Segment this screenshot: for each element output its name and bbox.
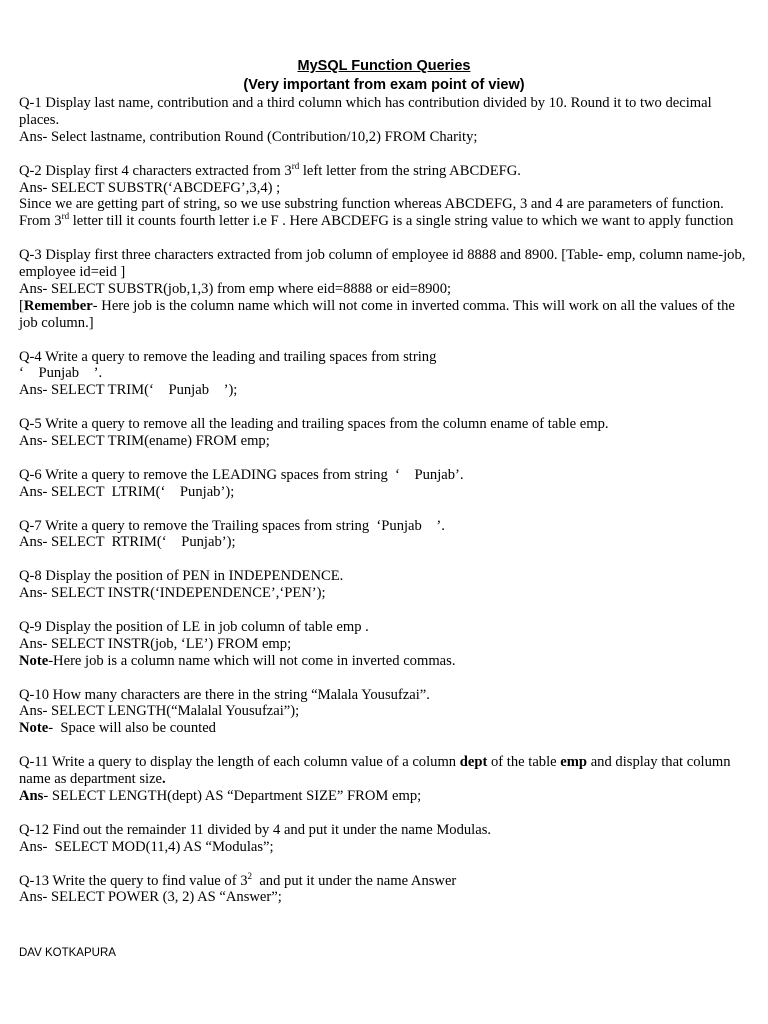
q11-question bbox=[19, 754, 749, 788]
q2-question-sup: rd bbox=[291, 160, 300, 171]
q11-answer bbox=[19, 788, 749, 805]
q11-answer-bold: Ans bbox=[19, 788, 44, 804]
page-title: MySQL Function Queries bbox=[297, 58, 471, 74]
q10-answer: Ans- SELECT LENGTH(“Malalal Yousufzai”); bbox=[19, 703, 300, 720]
q13-answer: Ans- SELECT POWER (3, 2) AS “Answer”; bbox=[19, 889, 282, 906]
q11-answer-text: - SELECT LENGTH(dept) AS “Department SIZE” FROM emp; bbox=[43, 788, 422, 804]
q12-answer: Ans- SELECT MOD(11,4) AS “Modulas”; bbox=[19, 838, 274, 855]
q9-note-bold: Note bbox=[19, 652, 49, 669]
q13-question bbox=[19, 870, 749, 890]
footer-text: DAV KOTKAPURA bbox=[19, 947, 116, 959]
q2-note-sup: rd bbox=[61, 211, 70, 222]
q3-note-open: [ bbox=[19, 297, 24, 314]
q2-question bbox=[19, 160, 749, 180]
q4-question: Q-4 Write a query to remove the leading and trailing spaces from string bbox=[19, 348, 437, 365]
q11-question-pre: Q-11 Write a query to display the length of each column value of a column bbox=[19, 754, 460, 771]
q3-note-bold: Remember bbox=[23, 297, 93, 314]
q2-note bbox=[19, 196, 749, 230]
q11-question-mid: of the table bbox=[487, 754, 561, 771]
q7-question: Q-7 Write a query to remove the Trailing spaces from string ‘Punjab ’. bbox=[19, 517, 445, 534]
q11-question-end: . bbox=[162, 771, 166, 788]
q1-answer: Ans- Select lastname, contribution Round (Contribution/10,2) FROM Charity; bbox=[19, 128, 478, 145]
q10-note bbox=[19, 720, 749, 737]
q2-note-pre: Since we are getting part of string, so we use substring function whereas ABCDEFG, 3 and 4 are parameters of function. From 3 bbox=[19, 196, 724, 230]
q2-answer: Ans- SELECT SUBSTR(‘ABCDEFG’,3,4) ; bbox=[19, 179, 281, 196]
q9-note-text: -Here job is a column name which will not come in inverted commas. bbox=[48, 652, 456, 669]
q5-question: Q-5 Write a query to remove all the leading and trailing spaces from the column ename of table emp. bbox=[19, 416, 609, 433]
q13-question-sup: 2 bbox=[247, 870, 253, 881]
q9-note bbox=[19, 653, 749, 670]
q2-question-post: left letter from the string ABCDEFG. bbox=[299, 162, 521, 179]
q9-answer: Ans- SELECT INSTR(job, ‘LE’) FROM emp; bbox=[19, 635, 292, 652]
q10-question: Q-10 How many characters are there in the string “Malala Yousufzai”. bbox=[19, 686, 430, 703]
q11-question-bold2: emp bbox=[560, 754, 588, 771]
q10-note-text: - Space will also be counted bbox=[48, 720, 216, 737]
q10-note-bold: Note bbox=[19, 720, 49, 737]
q12-question: Q-12 Find out the remainder 11 divided by 4 and put it under the name Modulas. bbox=[19, 821, 492, 838]
q11-question-bold1: dept bbox=[459, 754, 488, 771]
q4-string: ‘ Punjab ’. bbox=[19, 365, 103, 382]
q6-question: Q-6 Write a query to remove the LEADING spaces from string ‘ Punjab’. bbox=[19, 466, 464, 483]
q6-answer: Ans- SELECT LTRIM(‘ Punjab’); bbox=[19, 483, 235, 500]
q5-answer: Ans- SELECT TRIM(ename) FROM emp; bbox=[19, 433, 270, 450]
q4-answer: Ans- SELECT TRIM(‘ Punjab ’); bbox=[19, 382, 238, 399]
q2-question-pre: Q-2 Display first 4 characters extracted from 3 bbox=[19, 162, 292, 179]
q8-answer: Ans- SELECT INSTR(‘INDEPENDENCE’,‘PEN’); bbox=[19, 585, 326, 602]
q3-answer: Ans- SELECT SUBSTR(job,1,3) from emp where eid=8888 or eid=8900; bbox=[19, 280, 452, 297]
q3-question: Q-3 Display first three characters extracted from job column of employee id 8888 and 8900. [Table- emp, column name-job, employee id=eid ] bbox=[19, 247, 746, 281]
q2-note-post: letter till it counts fourth letter i.e F . Here ABCDEFG is a single string value to which we want to apply function bbox=[69, 213, 734, 230]
q3-note-text: - Here job is the column name which will not come in inverted comma. This will work on all the values of the job column.] bbox=[19, 297, 735, 331]
q9-question: Q-9 Display the position of LE in job column of table emp . bbox=[19, 618, 369, 635]
page-subtitle: (Very important from exam point of view) bbox=[243, 77, 525, 93]
q13-question-post: and put it under the name Answer bbox=[252, 872, 457, 889]
q1-question: Q-1 Display last name, contribution and a third column which has contribution divided by 10. Round it to two decimal places. bbox=[19, 95, 712, 128]
q13-question-pre: Q-13 Write the query to find value of 3 bbox=[19, 872, 248, 889]
document-body bbox=[19, 95, 749, 906]
q7-answer: Ans- SELECT RTRIM(‘ Punjab’); bbox=[19, 534, 236, 551]
q11-question-post: and display that column name as department size bbox=[19, 754, 731, 788]
q3-note bbox=[19, 298, 749, 332]
q8-question: Q-8 Display the position of PEN in INDEPENDENCE. bbox=[19, 568, 344, 585]
